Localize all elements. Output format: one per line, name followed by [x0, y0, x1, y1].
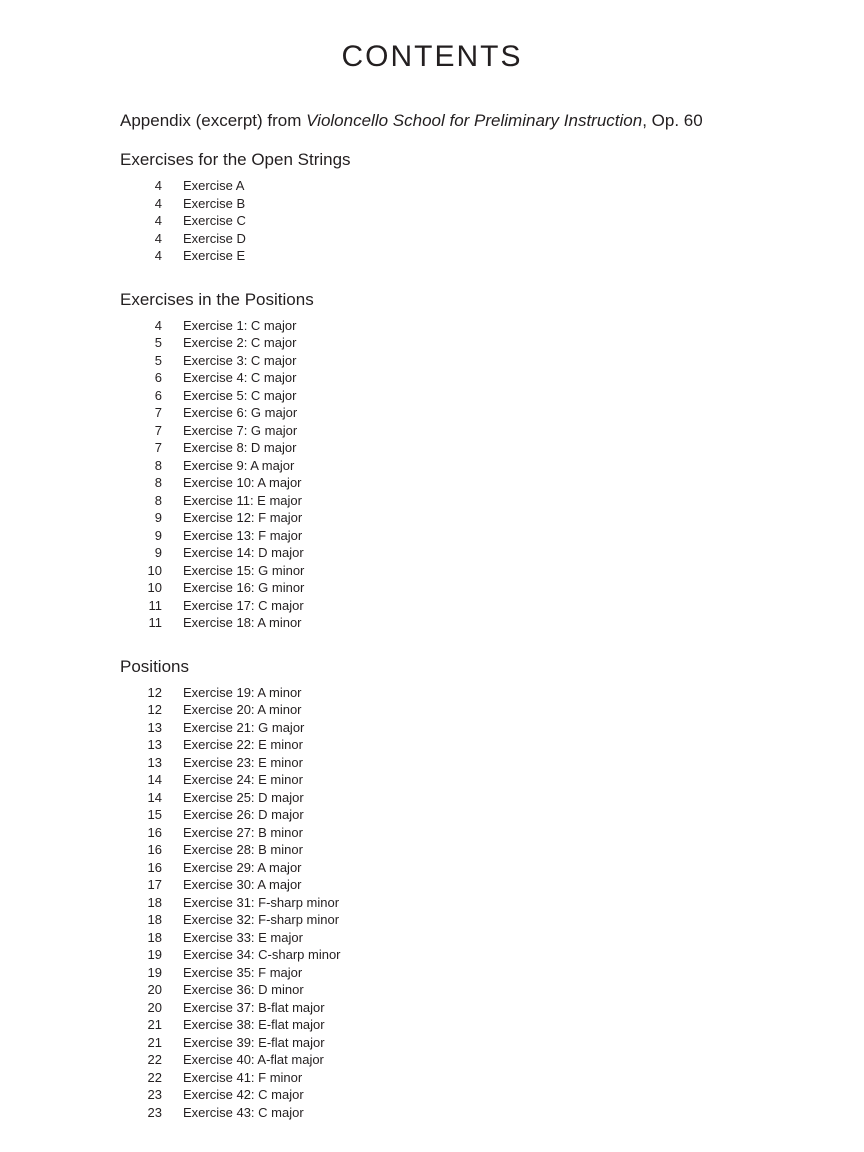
contents-entry[interactable]: [120, 509, 780, 527]
contents-entry[interactable]: [120, 1051, 780, 1069]
entry-title: Exercise 41: F minor: [183, 1069, 303, 1085]
contents-entry[interactable]: [120, 212, 780, 230]
entry-page-number: 17: [147, 877, 162, 892]
contents-entry[interactable]: [120, 859, 780, 877]
entry-list: [120, 684, 780, 1122]
entry-page-number: 10: [147, 562, 162, 578]
entry-page-number: 4: [154, 248, 162, 263]
entry-page-number: 22: [147, 1069, 162, 1085]
entry-title: Exercise 40: A-flat major: [183, 1052, 324, 1067]
entry-title: Exercise 12: F major: [183, 510, 303, 525]
contents-entry[interactable]: [120, 754, 780, 772]
entry-page-number: 16: [147, 842, 162, 857]
entry-page-number: 12: [147, 684, 162, 700]
contents-entry[interactable]: [120, 334, 780, 352]
entry-title: Exercise 9: A major: [183, 457, 295, 473]
entry-page-number: 16: [147, 859, 162, 875]
contents-body: [120, 112, 780, 1121]
section-heading: Positions: [120, 656, 189, 676]
contents-entry[interactable]: [120, 719, 780, 737]
entry-title: Exercise 8: D major: [183, 440, 297, 455]
entry-page-number: 6: [154, 387, 162, 403]
contents-entry[interactable]: [120, 1034, 780, 1052]
entry-page-number: 18: [147, 929, 162, 945]
contents-entry[interactable]: [120, 579, 780, 597]
entry-title: Exercise 13: F major: [183, 527, 303, 543]
entry-page-number: 8: [154, 492, 162, 508]
entry-page-number: 9: [154, 527, 162, 543]
entry-title: Exercise 10: A major: [183, 475, 302, 490]
page-title: CONTENTS: [341, 40, 523, 73]
entry-title: Exercise 18: A minor: [183, 615, 302, 630]
entry-page-number: 12: [147, 702, 162, 717]
contents-entry[interactable]: [120, 1086, 780, 1104]
entry-page-number: 19: [147, 947, 162, 962]
entry-title: Exercise 43: C major: [183, 1104, 304, 1120]
contents-entry[interactable]: [120, 457, 780, 475]
contents-section: [120, 658, 780, 1122]
contents-entry[interactable]: [120, 177, 780, 195]
contents-entry[interactable]: [120, 439, 780, 457]
entry-title: Exercise 28: B minor: [183, 842, 303, 857]
entry-page-number: 11: [148, 615, 162, 630]
sections-container: [120, 151, 780, 1121]
contents-entry[interactable]: [120, 684, 780, 702]
entry-page-number: 9: [154, 510, 162, 525]
entry-page-number: 15: [147, 807, 162, 822]
entry-page-number: 13: [147, 719, 162, 735]
contents-entry[interactable]: [120, 789, 780, 807]
contents-entry[interactable]: [120, 387, 780, 405]
entry-title: Exercise 35: F major: [183, 964, 303, 980]
contents-entry[interactable]: [120, 562, 780, 580]
entry-title: Exercise 2: C major: [183, 335, 297, 350]
entry-page-number: 22: [147, 1052, 162, 1067]
entry-list: [120, 317, 780, 632]
entry-title: Exercise 15: G minor: [183, 562, 305, 578]
contents-entry[interactable]: [120, 352, 780, 370]
contents-entry[interactable]: [120, 929, 780, 947]
entry-title: Exercise E: [183, 248, 246, 263]
entry-page-number: 19: [147, 964, 162, 980]
entry-page-number: 14: [147, 772, 162, 787]
contents-entry[interactable]: [120, 544, 780, 562]
entry-title: Exercise 5: C major: [183, 387, 297, 403]
entry-title: Exercise 22: E minor: [183, 737, 303, 752]
entry-page-number: 4: [154, 178, 162, 193]
entry-page-number: 7: [154, 422, 162, 438]
entry-page-number: 18: [147, 912, 162, 927]
entry-title: Exercise 33: E major: [183, 929, 303, 945]
entry-page-number: 20: [147, 982, 162, 997]
entry-title: Exercise 27: B minor: [183, 824, 303, 840]
entry-title: Exercise 37: B-flat major: [183, 999, 325, 1015]
entry-title: Exercise B: [183, 195, 246, 211]
contents-entry[interactable]: [120, 422, 780, 440]
contents-entry[interactable]: [120, 247, 780, 265]
contents-entry[interactable]: [120, 230, 780, 248]
entry-page-number: 4: [154, 317, 162, 333]
entry-title: Exercise 6: G major: [183, 405, 298, 420]
entry-title: Exercise 42: C major: [183, 1087, 304, 1102]
entry-title: Exercise 30: A major: [183, 877, 302, 892]
entry-page-number: 5: [154, 352, 162, 368]
contents-entry[interactable]: [120, 736, 780, 754]
contents-entry[interactable]: [120, 527, 780, 545]
entry-page-number: 4: [154, 195, 162, 211]
contents-entry[interactable]: [120, 771, 780, 789]
contents-entry[interactable]: [120, 999, 780, 1017]
contents-entry[interactable]: [120, 492, 780, 510]
contents-entry[interactable]: [120, 1104, 780, 1122]
contents-section: [120, 291, 780, 632]
entry-page-number: 6: [154, 370, 162, 385]
entry-page-number: 4: [154, 230, 162, 246]
contents-entry[interactable]: [120, 474, 780, 492]
section-heading: Exercises in the Positions: [120, 289, 314, 309]
entry-title: Exercise 25: D major: [183, 789, 304, 805]
entry-page-number: 11: [148, 597, 162, 613]
contents-section: [120, 151, 780, 265]
entry-page-number: 5: [154, 335, 162, 350]
contents-entry[interactable]: [120, 701, 780, 719]
entry-title: Exercise 21: G major: [183, 719, 305, 735]
entry-page-number: 18: [147, 894, 162, 910]
appendix-source-prefix: Appendix (excerpt) from: [120, 111, 307, 130]
entry-title: Exercise 23: E minor: [183, 754, 303, 770]
entry-title: Exercise 7: G major: [183, 422, 298, 438]
contents-entry[interactable]: [120, 614, 780, 632]
entry-title: Exercise 17: C major: [183, 597, 304, 613]
entry-title: Exercise 31: F-sharp minor: [183, 894, 340, 910]
contents-entry[interactable]: [120, 981, 780, 999]
entry-title: Exercise 11: E major: [183, 492, 302, 508]
section-heading: Exercises for the Open Strings: [120, 150, 351, 169]
contents-entry[interactable]: [120, 597, 780, 615]
contents-entry[interactable]: [120, 911, 780, 929]
contents-entry[interactable]: [120, 317, 780, 335]
entry-page-number: 23: [147, 1104, 162, 1120]
contents-entry[interactable]: [120, 894, 780, 912]
entry-page-number: 13: [147, 737, 162, 752]
entry-title: Exercise 26: D major: [183, 807, 304, 822]
entry-page-number: 8: [154, 475, 162, 490]
entry-page-number: 4: [154, 213, 162, 228]
entry-title: Exercise 14: D major: [183, 545, 304, 560]
entry-page-number: 10: [147, 580, 162, 595]
contents-entry[interactable]: [120, 404, 780, 422]
entry-title: Exercise 24: E minor: [183, 772, 303, 787]
entry-page-number: 16: [147, 824, 162, 840]
entry-page-number: 8: [154, 457, 162, 473]
entry-page-number: 7: [154, 405, 162, 420]
entry-title: Exercise 3: C major: [183, 352, 297, 368]
entry-page-number: 21: [147, 1017, 162, 1032]
entry-title: Exercise 32: F-sharp minor: [183, 912, 340, 927]
entry-title: Exercise A: [183, 178, 245, 193]
entry-title: Exercise 38: E-flat major: [183, 1017, 325, 1032]
contents-entry[interactable]: [120, 824, 780, 842]
entry-title: Exercise 4: C major: [183, 370, 297, 385]
appendix-source-work-title: Violoncello School for Preliminary Instruction: [306, 111, 643, 130]
entry-page-number: 20: [147, 999, 162, 1015]
contents-entry[interactable]: [120, 1069, 780, 1087]
entry-title: Exercise 16: G minor: [183, 580, 305, 595]
entry-title: Exercise 39: E-flat major: [183, 1034, 325, 1050]
entry-title: Exercise C: [183, 213, 246, 228]
contents-entry[interactable]: [120, 1016, 780, 1034]
entry-title: Exercise 1: C major: [183, 317, 297, 333]
contents-entry[interactable]: [120, 806, 780, 824]
contents-entry[interactable]: [120, 841, 780, 859]
entry-page-number: 21: [147, 1034, 162, 1050]
entry-page-number: 7: [154, 440, 162, 455]
entry-page-number: 14: [147, 789, 162, 805]
contents-entry[interactable]: [120, 964, 780, 982]
entry-page-number: 9: [154, 545, 162, 560]
appendix-source-opus: , Op. 60: [642, 111, 703, 130]
entry-title: Exercise 34: C-sharp minor: [183, 947, 341, 962]
contents-entry[interactable]: [120, 876, 780, 894]
entry-title: Exercise 19: A minor: [183, 684, 302, 700]
entry-page-number: 23: [147, 1087, 162, 1102]
contents-entry[interactable]: [120, 946, 780, 964]
entry-title: Exercise 20: A minor: [183, 702, 302, 717]
entry-list: [120, 177, 780, 265]
contents-entry[interactable]: [120, 195, 780, 213]
entry-title: Exercise D: [183, 230, 246, 246]
contents-entry[interactable]: [120, 369, 780, 387]
entry-page-number: 13: [147, 754, 162, 770]
entry-title: Exercise 29: A major: [183, 859, 302, 875]
entry-title: Exercise 36: D minor: [183, 982, 304, 997]
appendix-source-line: [120, 112, 780, 129]
